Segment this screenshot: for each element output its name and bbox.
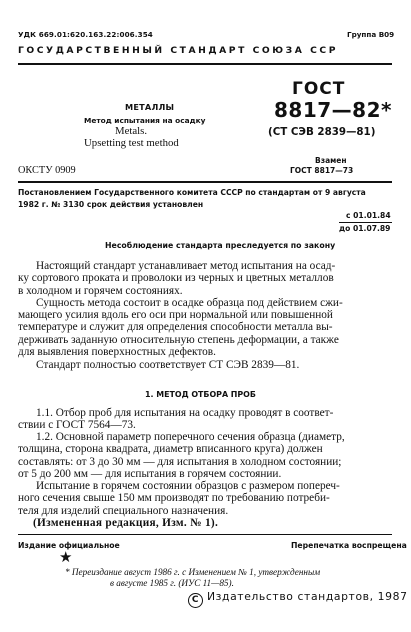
header-divider	[18, 63, 392, 65]
copyright-icon: С	[188, 593, 203, 608]
gost-label: ГОСТ	[292, 79, 346, 99]
replaces-value: ГОСТ 8817—73	[290, 166, 354, 175]
udk-code: УДК 669.01:620.163.22:006.354	[18, 30, 153, 39]
clause-1-2	[18, 431, 392, 481]
star-icon: ★	[59, 550, 73, 566]
intro-paragraph	[18, 260, 392, 310]
footer-divider	[18, 534, 392, 535]
text-line: ного сечения свыше 150 мм производят по требованию потреби-	[18, 492, 330, 505]
text-line: для выявления поверхностных дефектов.	[18, 346, 216, 359]
copyright	[188, 590, 408, 608]
reprint-note-line-1: * Переиздание август 1986 г. с Изменением № 1, утвержденным	[65, 567, 321, 577]
essence-paragraph	[18, 309, 392, 371]
text-line: составлять: от 3 до 30 мм — для испытания в холодном состоянии;	[18, 455, 342, 468]
replaces-label: Взамен	[315, 156, 347, 165]
gost-number: 8817—82*	[274, 98, 392, 122]
copyright-text: Издательство стандартов, 1987	[207, 590, 408, 603]
reprint-prohibited: Перепечатка воспрещена	[291, 541, 407, 550]
validity-to: до 01.07.89	[339, 224, 391, 233]
validity-from: с 01.01.84	[346, 211, 391, 220]
clause-1-2-hot	[18, 480, 392, 517]
text-line: 1.1. Отбор проб для испытания на осадку проводят в соответ-	[36, 407, 334, 419]
text-line: от 5 до 200 мм — для испытания в горячем состоянии.	[18, 468, 282, 481]
subtitle-en: Upsetting test method	[84, 137, 179, 149]
text-line: Испытание в горячем состоянии образцов с размером попереч-	[36, 480, 340, 492]
text-line: держивать заданную относительную степень деформации, а также	[18, 333, 339, 346]
csev-reference: (СТ СЭВ 2839—81)	[268, 126, 376, 138]
text-line: Настоящий стандарт устанавливает метод испытания на осад-	[36, 260, 336, 272]
subtitle-ru: Метод испытания на осадку	[84, 116, 206, 125]
reprint-note-line-2: в августе 1985 г. (ИУС 11—85).	[110, 578, 234, 588]
title-en: Metals.	[115, 125, 148, 137]
text-line: мающего усилия вдоль его оси при нормальной или повышенной	[18, 309, 333, 321]
group-code: Группа В09	[347, 30, 395, 39]
section-title: 1. МЕТОД ОТБОРА ПРОБ	[145, 390, 256, 399]
text-line: толщина, сторона квадрата, диаметр вписанного круга) должен	[18, 443, 323, 456]
decree-line-2: 1982 г. № 3130 срок действия установлен	[18, 200, 204, 210]
okstu-code: ОКСТУ 0909	[18, 165, 76, 176]
official-edition: Издание официальное	[18, 541, 120, 550]
text-line: ку сортового проката и проволоки из черных и цветных металлов	[18, 272, 334, 285]
text-line: Сущность метода состоит в осадке образца под действием сжи-	[36, 297, 343, 310]
decree-line-1: Постановлением Государственного комитета СССР по стандартам от 9 августа	[18, 188, 366, 197]
amendment-note: (Измененная редакция, Изм. № 1).	[33, 517, 219, 529]
decree-text	[18, 187, 392, 211]
validity-divider	[339, 222, 392, 223]
state-standard-banner: ГОСУДАРСТВЕННЫЙ СТАНДАРТ СОЮЗА ССР	[18, 45, 338, 56]
text-line: теля для изделий специального назначения.	[18, 504, 229, 517]
clause-1-1	[18, 407, 392, 432]
text-line: 1.2. Основной параметр поперечного сечения образца (диаметр,	[36, 431, 345, 443]
text-line: Стандарт полностью соответствует СТ СЭВ 2839—81.	[36, 358, 300, 371]
title-divider	[18, 181, 392, 183]
law-notice: Несоблюдение стандарта преследуется по закону	[105, 241, 336, 250]
text-line: в холодном и горячем состояниях.	[18, 284, 183, 297]
text-line: ствии с ГОСТ 7564—73.	[18, 419, 136, 432]
text-line: температуре и служит для определения способности металла вы-	[18, 321, 333, 334]
title-ru: МЕТАЛЛЫ	[125, 102, 175, 112]
